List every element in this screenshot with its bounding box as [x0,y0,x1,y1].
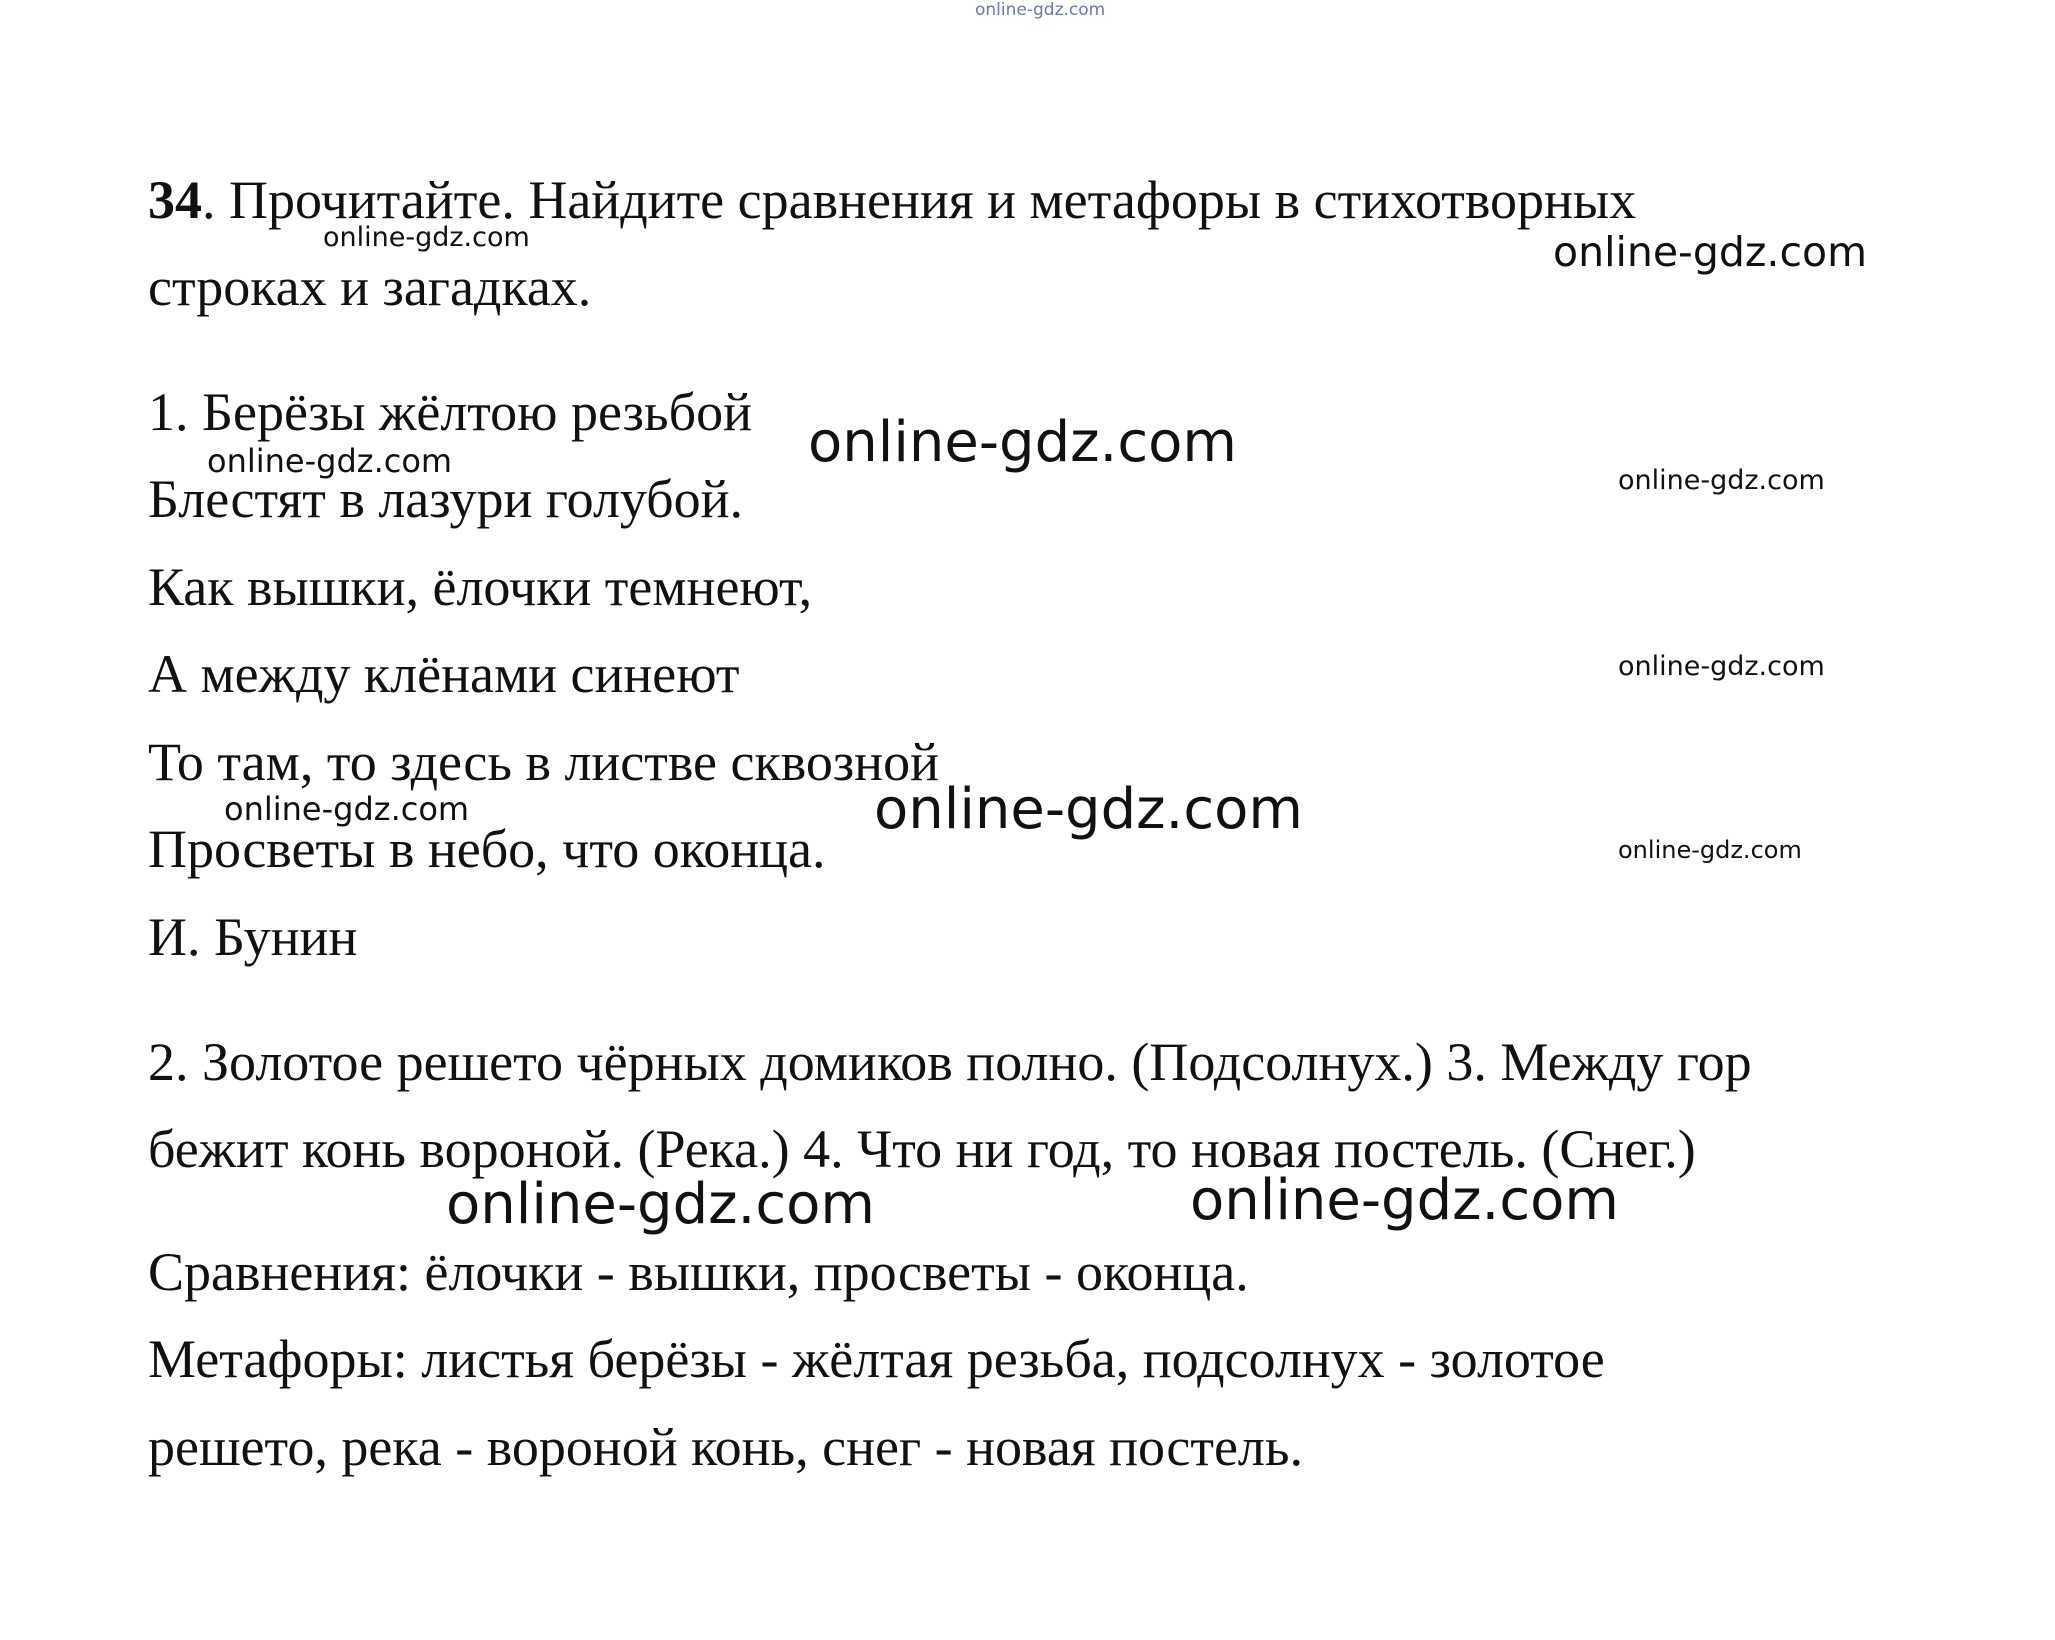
riddles-line-1: 2. Золотое решето чёрных домиков полно. (Подсолнух.) 3. Между гор [148,1032,1752,1092]
watermark-poem-right-1: online-gdz.com [1618,465,1825,496]
answer-metaphors-line-2: решето, река - вороной конь, снег - новая постель. [148,1417,1303,1477]
riddles-line-2: бежит конь вороной. (Река.) 4. Что ни год, то новая постель. (Снег.) [148,1119,1696,1179]
watermark-poem-left-1: online-gdz.com [207,442,453,480]
watermark-top: online-gdz.com [975,0,1106,20]
watermark-poem-right-3: online-gdz.com [1618,836,1802,864]
poem-author: И. Бунин [148,907,358,967]
watermark-poem-center-1: online-gdz.com [808,410,1237,475]
poem-line-3: Как вышки, ёлочки темнеют, [148,557,813,617]
poem-line-6: Просветы в небо, что оконца. [148,819,826,879]
poem-line-1: 1. Берёзы жёлтою резьбой [148,382,752,442]
answer-comparisons: Сравнения: ёлочки - вышки, просветы - оконца. [148,1242,1249,1302]
watermark-answer-left: online-gdz.com [446,1172,875,1237]
watermark-poem-right-2: online-gdz.com [1618,651,1825,682]
watermark-heading-right: online-gdz.com [1553,228,1868,276]
poem-line-2: Блестят в лазури голубой. [148,469,744,529]
answer-metaphors-line-1: Метафоры: листья берёзы - жёлтая резьба, подсолнух - золотое [148,1329,1605,1389]
watermark-answer-right: online-gdz.com [1190,1168,1619,1233]
watermark-heading-small: online-gdz.com [323,222,530,253]
task-number: 34 [148,170,202,230]
watermark-poem-center-2: online-gdz.com [874,777,1303,842]
watermark-poem-left-2: online-gdz.com [224,790,470,828]
poem-line-5: То там, то здесь в листве сквозной [148,732,939,792]
poem-line-4: А между клёнами синеют [148,644,740,704]
task-heading-line-2: строках и загадках. [148,257,592,317]
task-instruction: . Прочитайте. Найдите сравнения и метафоры в стихотворных [202,170,1637,230]
